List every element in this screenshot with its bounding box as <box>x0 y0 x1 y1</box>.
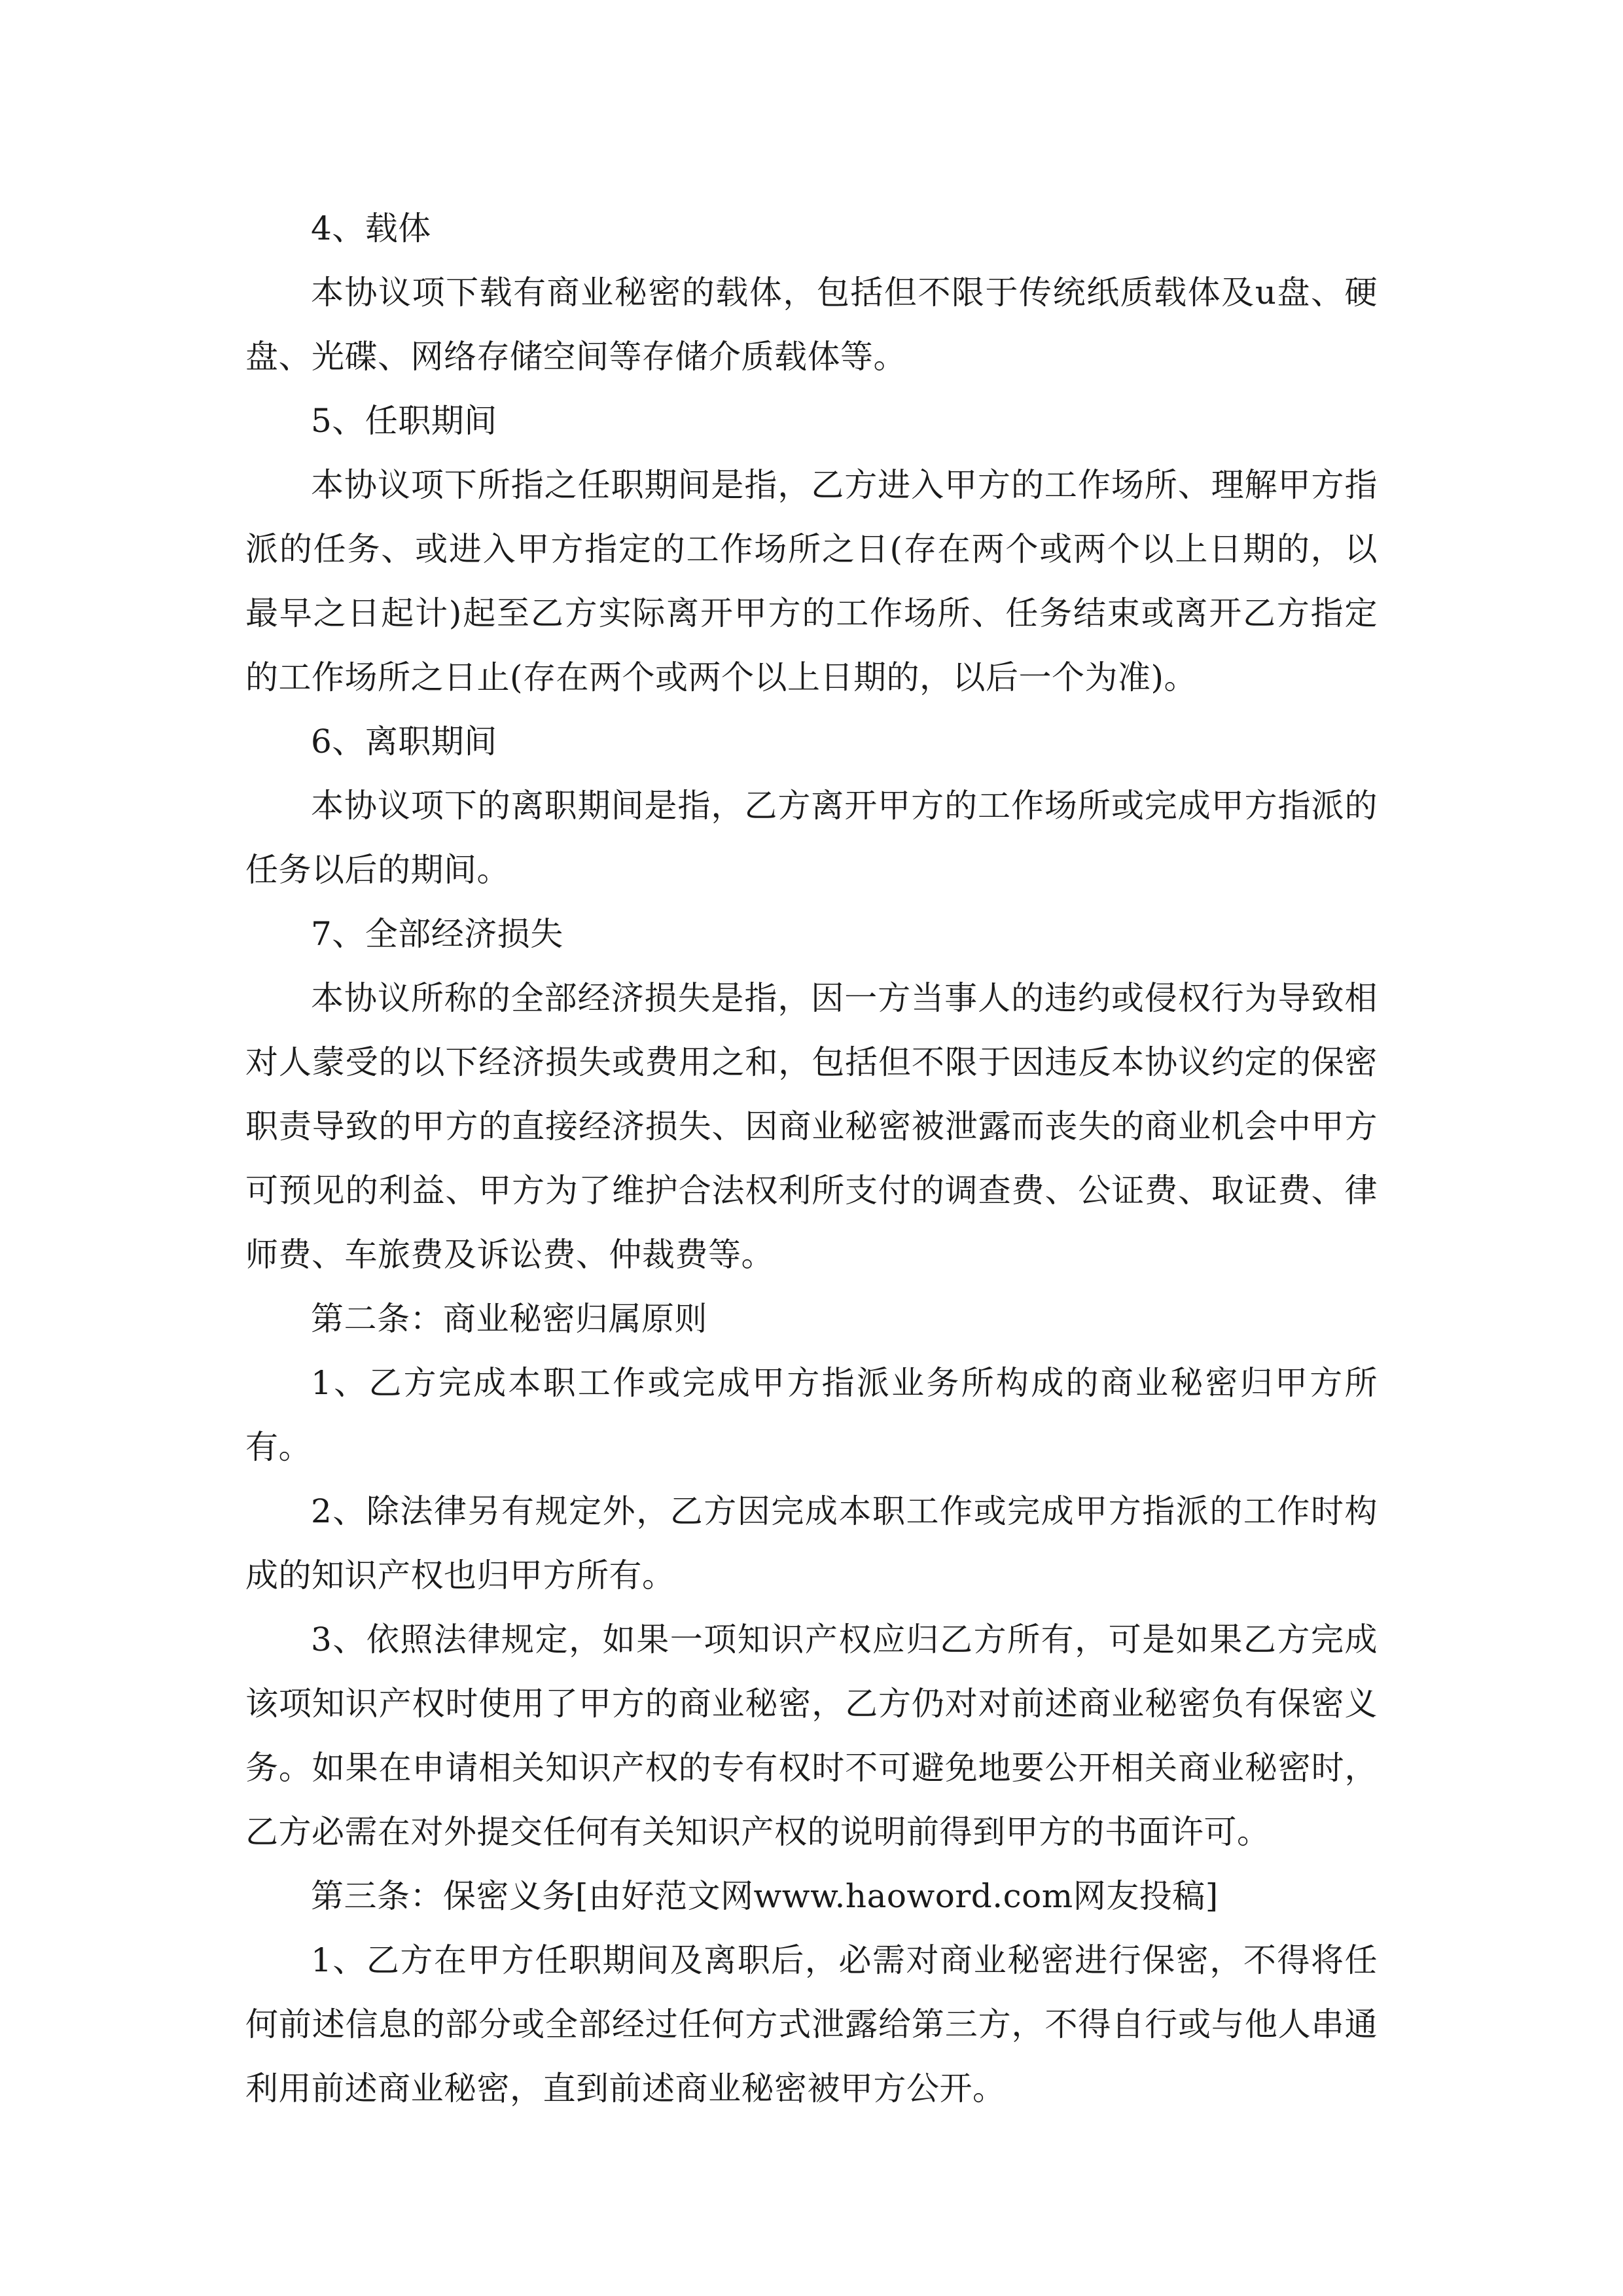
article-heading-confidentiality: 第三条：保密义务[由好范文网www.haoword.com网友投稿] <box>311 1877 1219 1915</box>
paragraph-ownership-3: 3、依照法律规定，如果一项知识产权应归乙方所有，可是如果乙方完成该项知识产权时使用了甲方的商业秘密，乙方仍对对前述商业秘密负有保密义务。如果在申请相关知识产权的专有权时不可避免地要公开相关商业秘密时，乙方必需在对外提交任何有关知识产权的说明前得到甲方的书面许可。 <box>245 1621 1378 1851</box>
document-page <box>245 196 1378 2121</box>
section-heading-departure-period: 6、离职期间 <box>311 723 497 761</box>
section-heading-economic-loss: 7、全部经济损失 <box>311 915 563 953</box>
paragraph-ownership-2: 2、除法律另有规定外，乙方因完成本职工作或完成甲方指派的工作时构成的知识产权也归甲方所有。 <box>245 1492 1378 1594</box>
section-heading-employment-period: 5、任职期间 <box>311 402 497 440</box>
article-heading-ownership: 第二条：商业秘密归属原则 <box>311 1300 707 1338</box>
paragraph-carrier-definition: 本协议项下载有商业秘密的载体，包括但不限于传统纸质载体及u盘、硬盘、光碟、网络存储空间等存储介质载体等。 <box>245 274 1378 376</box>
paragraph-economic-loss-definition: 本协议所称的全部经济损失是指，因一方当事人的违约或侵权行为导致相对人蒙受的以下经济损失或费用之和，包括但不限于因违反本协议约定的保密职责导致的甲方的直接经济损失、因商业秘密被泄露而丧失的商业机会中甲方可预见的利益、甲方为了维护合法权利所支付的调查费、公证费、取证费、律师费、车旅费及诉讼费、仲裁费等。 <box>245 979 1378 1274</box>
section-heading-carrier: 4、载体 <box>311 209 431 247</box>
paragraph-departure-period-definition: 本协议项下的离职期间是指，乙方离开甲方的工作场所或完成甲方指派的任务以后的期间。 <box>245 787 1378 889</box>
paragraph-confidentiality-1: 1、乙方在甲方任职期间及离职后，必需对商业秘密进行保密，不得将任何前述信息的部分或全部经过任何方式泄露给第三方，不得自行或与他人串通利用前述商业秘密，直到前述商业秘密被甲方公开。 <box>245 1941 1378 2108</box>
paragraph-employment-period-definition: 本协议项下所指之任职期间是指，乙方进入甲方的工作场所、理解甲方指派的任务、或进入甲方指定的工作场所之日(存在两个或两个以上日期的，以最早之日起计)起至乙方实际离开甲方的工作场所、任务结束或离开乙方指定的工作场所之日止(存在两个或两个以上日期的，以后一个为准)。 <box>245 466 1378 696</box>
paragraph-ownership-1: 1、乙方完成本职工作或完成甲方指派业务所构成的商业秘密归甲方所有。 <box>245 1364 1378 1466</box>
